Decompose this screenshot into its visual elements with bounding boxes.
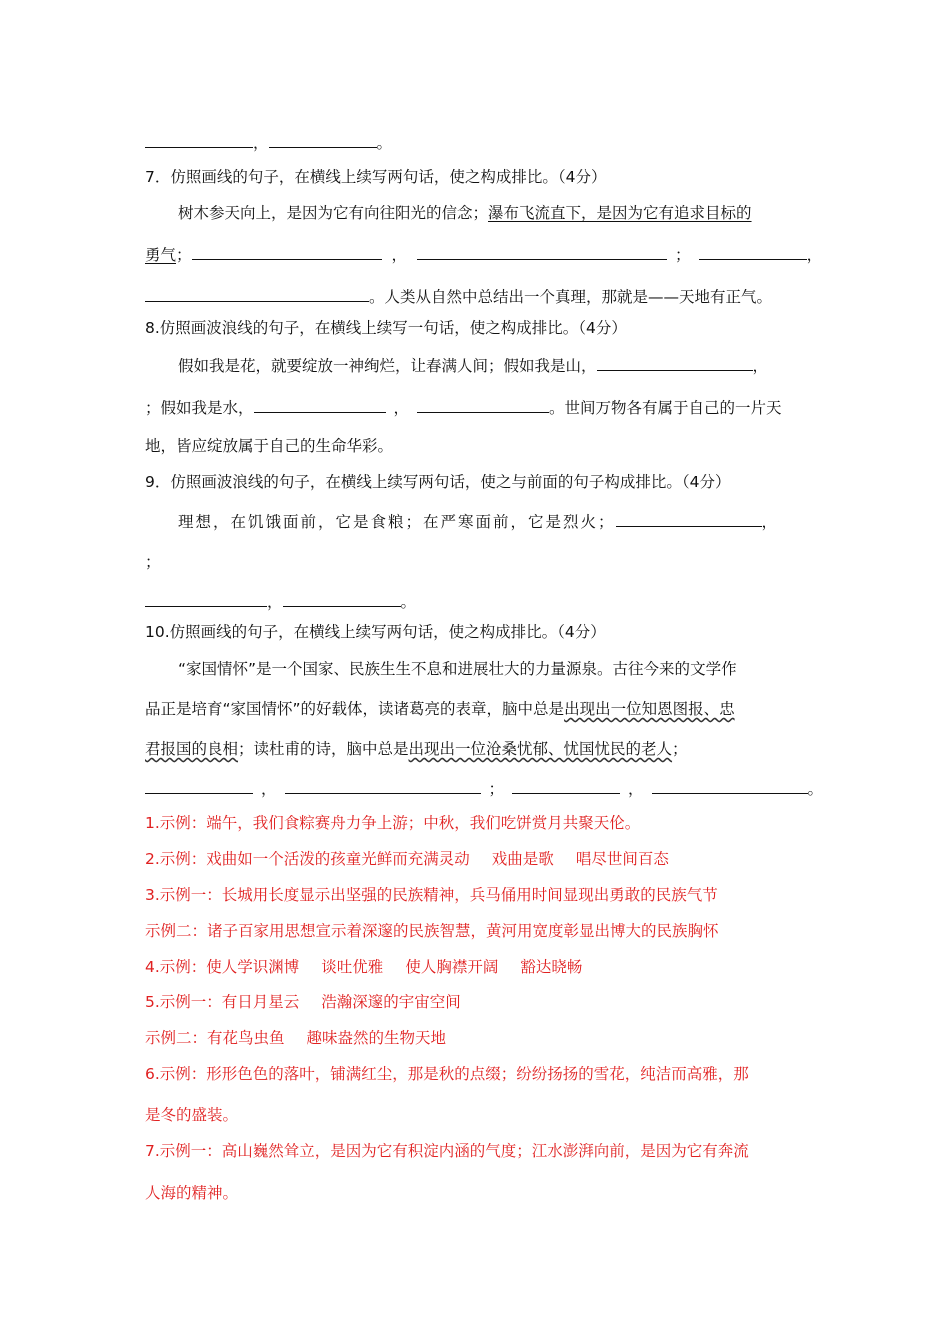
- answer-7-line1: 7.示例一：高山巍然耸立，是因为它有积淀内涵的气度；江水澎湃向前，是因为它有奔流: [145, 1142, 749, 1160]
- q10-title: 10.仿照画线的句子，在横线上续写两句话，使之构成排比。（4分）: [145, 623, 606, 641]
- wavy-underlined-text: 出现出一位沧桑忧郁、忧国忧民的老人: [408, 740, 673, 758]
- blank[interactable]: [145, 131, 253, 148]
- q8-title: 8.仿照画波浪线的句子，在横线上续写一句话，使之构成排比。（4分）: [145, 319, 627, 337]
- blank[interactable]: [269, 131, 377, 148]
- blank[interactable]: [145, 590, 267, 607]
- blank[interactable]: [417, 396, 549, 413]
- blank[interactable]: [285, 777, 481, 794]
- q10-prompt-line1: “家国情怀”是一个国家、民族生生不息和进展壮大的力量源泉。古往今来的文学作: [178, 660, 737, 678]
- q9-prompt-line3: ， 。: [145, 590, 416, 612]
- q9-prompt-line1: 理想，在饥饿面前，它是食粮；在严寒面前，它是烈火； ，: [178, 510, 777, 532]
- blank[interactable]: [145, 285, 369, 302]
- q7-prompt-line2: 勇气； ， ； ，: [145, 243, 822, 265]
- blank[interactable]: [597, 354, 753, 371]
- q9-prompt-line2: ；: [145, 553, 161, 571]
- wavy-underlined-text: 君报国的良相: [145, 740, 239, 758]
- answer-7-line2: 人海的精神。: [145, 1184, 239, 1202]
- answer-1: 1.示例：端午，我们食粽赛舟力争上游；中秋，我们吃饼赏月共聚天伦。: [145, 814, 641, 832]
- q10-prompt-line2: 品正是培育“家国情怀”的好载体，读诸葛亮的表章，脑中总是出现出一位知恩图报、忠: [145, 700, 735, 718]
- underlined-text: 瀑布飞流直下，是因为它有追求目标的: [488, 204, 752, 222]
- blank[interactable]: [616, 510, 762, 527]
- q7-prompt-line1: 树木参天向上，是因为它有向往阳光的信念；瀑布飞流直下，是因为它有追求目标的: [178, 204, 752, 222]
- answer-6-line2: 是冬的盛装。: [145, 1106, 239, 1124]
- answer-5-example-2: 示例二：有花鸟虫鱼 趣味盎然的生物天地: [145, 1029, 447, 1047]
- answer-6-line1: 6.示例：形形色色的落叶，铺满红尘，那是秋的点缀；纷纷扬扬的雪花，纯洁而高雅，那: [145, 1065, 749, 1083]
- q8-prompt-line3: 地，皆应绽放属于自己的生命华彩。: [145, 437, 394, 455]
- blank[interactable]: [652, 777, 808, 794]
- answer-2: 2.示例：戏曲如一个活泼的孩童光鲜而充满灵动 戏曲是歌 唱尽世间百态: [145, 850, 669, 868]
- q7-title: 7．仿照画线的句子，在横线上续写两句话，使之构成排比。（4分）: [145, 168, 607, 186]
- q10-prompt-line4: ， ； ， 。: [145, 777, 823, 799]
- answer-3-example-2: 示例二：诸子百家用思想宣示着深邃的民族智慧，黄河用宽度彰显出博大的民族胸怀: [145, 922, 719, 940]
- blank[interactable]: [192, 243, 382, 260]
- q8-prompt-line1: 假如我是花，就要绽放一神绚烂，让春满人间；假如我是山， ，: [178, 354, 768, 376]
- q8-prompt-line2: ；假如我是水， ， 。世间万物各有属于自己的一片天: [145, 396, 782, 418]
- answer-3-example-1: 3.示例一：长城用长度显示出坚强的民族精神，兵马俑用时间显现出勇敢的民族气节: [145, 886, 718, 904]
- underlined-text: 勇气: [145, 246, 177, 264]
- blank[interactable]: [283, 590, 401, 607]
- wavy-underlined-text: 出现出一位知恩图报、忠: [564, 700, 735, 718]
- q10-prompt-line3: 君报国的良相；读杜甫的诗，脑中总是出现出一位沧桑忧郁、忧国忧民的老人；: [145, 740, 688, 758]
- blank[interactable]: [699, 243, 807, 260]
- blank[interactable]: [512, 777, 620, 794]
- q9-title: 9．仿照画波浪线的句子，在横线上续写两句话，使之与前面的句子构成排比。（4分）: [145, 473, 731, 491]
- q7-prompt-line3: 。人类从自然中总结出一个真理，那就是——天地有正气。: [145, 285, 772, 307]
- answer-4: 4.示例：使人学识渊博 谈吐优雅 使人胸襟开阔 豁达晓畅: [145, 958, 583, 976]
- blank[interactable]: [254, 396, 386, 413]
- blank[interactable]: [417, 243, 667, 260]
- blank[interactable]: [145, 777, 253, 794]
- fill-line-top: ， 。: [145, 131, 392, 153]
- answer-5-example-1: 5.示例一：有日月星云 浩瀚深邃的宇宙空间: [145, 993, 461, 1011]
